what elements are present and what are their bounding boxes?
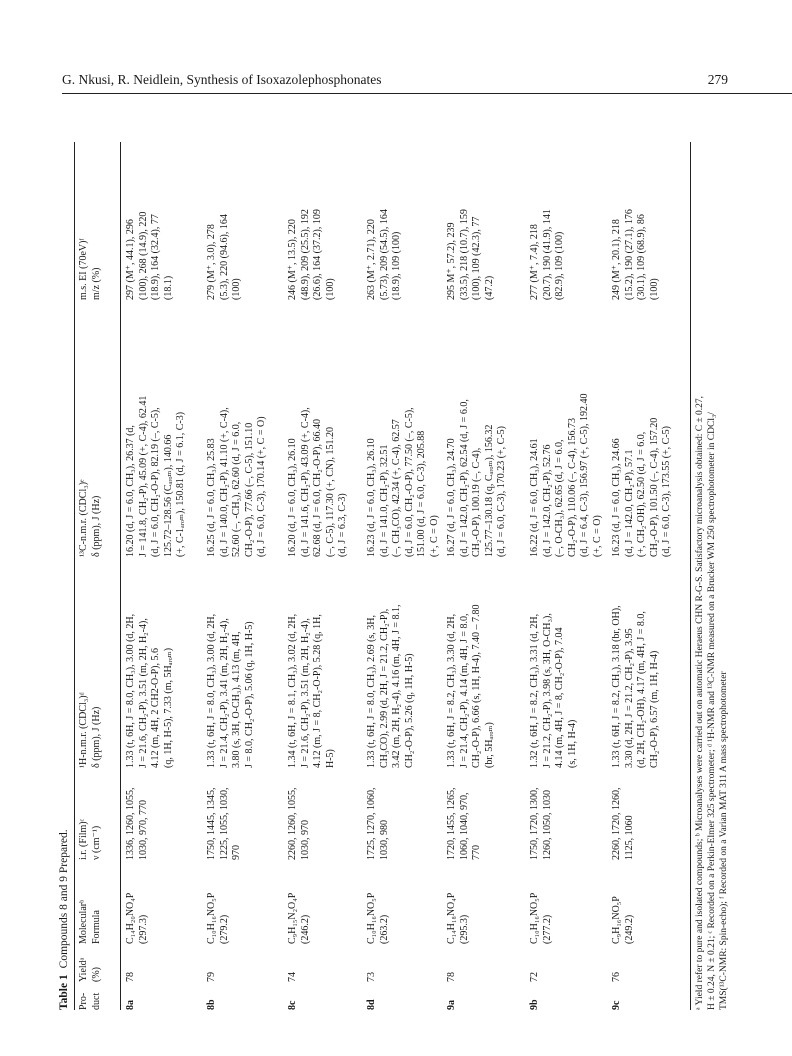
text-line: (297.3) [137,914,149,944]
text-line: (d, J = 6.0, C-3), 170.14 (+, C = O) [256,416,267,557]
text-line: (249.2) [623,914,635,944]
text-line: CH₂-O-P), 110.06 (–, C-4), 156.73 [566,418,578,557]
text-line: 1336, 1260, 1055, [125,787,136,860]
text-line: J = 141.8, CH₂-P), 45.09 (+, C-4), 62.41 [137,395,149,557]
text-line: CH₂-O-P), 6.66 (s, 1H, H-4), 7.40 – 7.80 [471,604,482,768]
text-line: 1225, 1055, 1030, [218,787,230,860]
ms-data [287,209,337,300]
column-yield-header [78,958,103,982]
text-line: 3.42 (m, 2H, H₂-4), 4.16 (m, 4H, J = 8.1, [391,604,402,768]
text-line: (br, 5Hₐᵣₒₘ) [483,722,495,768]
h-nmr-data [446,605,496,768]
c-nmr-data [529,394,604,558]
text-line: 4.12 (m, 4H, 2 CH2-O-P), 5.6 [150,648,161,768]
h-nmr-data [366,604,416,768]
ms-data [125,212,175,300]
text-line: C₉H₁₆NO₅P [611,896,622,944]
text-line: (d, J = 6.0, CH₂-O-P), 77.50 (–, C-5), [403,407,415,557]
text-line: 16.20 (d, J = 6.0, CH₃), 26.37 (d, [125,425,136,557]
ir-bands [366,788,391,861]
product-id: 9c [611,1000,622,1010]
text-line: 770 [471,845,482,860]
text-line: Yieldᵃ [78,957,89,982]
product-id: 9b [529,999,540,1010]
text-line: 16.23 (d, J = 6.0, CH₃), 26.10 [366,438,377,557]
text-line: (26.6), 164 (37.2), 109 [312,209,323,300]
text-line: δ (ppm), J (Hz) [90,495,102,557]
text-line: 16.22 (d, J = 6.0, CH₃), 24.61 [529,438,540,557]
yield-value: 73 [366,972,377,982]
text-line: ¹³C-n.m.r. (CDCl₃)ᵉ [78,479,89,557]
h-nmr-data [529,613,579,768]
table-caption-text: Compounds 8 and 9 Prepared. [58,829,70,969]
text-line: (–, CH₃CO), 42.34 (+, C-4), 62.57 [391,419,402,557]
c-nmr-data [287,407,350,557]
text-line: (33.5), 218 (10.7), 159 [458,209,470,300]
table-footnotes [694,142,730,1010]
text-line: ¹H-n.m.r. (CDCl₃)ᵈ [78,692,89,768]
text-line: (100) [648,278,660,300]
text-line: (d, J = 6.4, C-3), 156.97 (+, C-5), 192.40 [579,393,590,557]
text-line: 279 (M⁺, 3.0), 278 [206,224,217,300]
running-title: G. Nkusi, R. Neidlein, Synthesis of Isoxazolephosphonates [62,72,382,87]
text-line: (+, C = O) [428,515,440,557]
text-line: 1060, 1040, 970, [458,792,470,860]
text-line: (20.7), 190 (41.9), 141 [541,209,553,300]
yield-value: 76 [611,972,622,982]
text-line: CH₂-O-P), 77.66 (–, C-5), 151.10 [243,422,255,557]
text-line: C₁₄H₂₀NO₄P [125,892,136,944]
product-id: 8c [287,1000,298,1010]
text-line: m/z (%) [90,267,102,300]
table-caption [58,829,70,1010]
header-rule [62,93,792,94]
text-line: 1125, 1060 [623,815,635,860]
table-bottom-rule [690,142,691,1010]
text-line: (q, 1H, H-5), 7.33 (m, 5Hₐᵣₒₘ) [162,647,174,768]
text-line: TMS(¹³C-NMR: Spin-echo); ᶠ Recorded on a Varian MAT 311 A mass spectrophotometer [719,671,729,1010]
text-line: (82.9), 109 (100) [554,231,565,300]
text-line: (d, J = 142.0, CH₂-P), 52.76 [541,444,553,557]
text-line: 1030, 970 [299,820,311,860]
text-line: 1720, 1455, 1265, [446,787,457,860]
text-line: C₁₀H₁₆NO₅P [529,892,540,944]
table-header-rule [120,142,121,1010]
text-line: 16.23 (d, J = 6.0, CH₃), 24.66 [611,438,622,557]
yield-value: 79 [206,972,217,982]
text-line: (d, J = 142.0, CH₂-P), 62.54 (d, J = 6.0, [458,399,470,557]
c-nmr-data [366,407,441,557]
ir-bands [529,788,554,861]
running-header [62,72,728,94]
c-nmr-data [446,399,509,557]
text-line: (–, O-CH₃), 62.65 (d, J = 6.0, [554,439,565,557]
text-line: m.s. EI (70eV)ᶠ [78,238,89,300]
text-line: 125.77–130.18 (q, Cₐᵣₒₘ), 156.32 [483,424,495,557]
text-line: CH₂-O-P), 100.19 (–, C-4), [471,447,482,557]
text-line: H-5) [324,749,336,768]
text-line: 1.33 (t, 6H, J = 8.0, CH₃), 3.00 (d, 2H, [125,613,136,768]
molecular-formula [529,893,554,944]
text-line: (+, C-1ₐᵣₒₘ), 150.81 (d, J = 6.1, C-3) [175,411,186,557]
text-line: CH₂-O-P), 101.50 (–, C-4), 157.20 [648,417,660,557]
text-line: J = 21.2, CH₂-P), 3.98 (s, 3H, O-CH₃), [541,613,553,768]
text-line: (d, J = 142.0, CH₂-P), 57.1 [623,449,635,557]
text-line: (47.2) [483,275,495,300]
text-line: 151.00 (d, J = 6.0, C-3), 205.88 [416,430,427,557]
text-line: J = 21.4, CH₂-P), 3.41 (m, 2H, H₂-4), [218,618,230,768]
text-line: Molecularᵇ [78,899,89,944]
text-line: 1030, 970, 770 [137,800,149,860]
molecular-formula [206,893,231,944]
text-line: H ± 0.24, N ± 0.21; ᶜ Recorded on a Perkin-Elmer 325 spectrometer; ᵈ ¹H-NMR and ¹³C-NMR measured on a Brucker WM 250 spectrophotometer in CDCl₃/ [707,412,717,1010]
text-line: 1030, 980 [378,820,390,860]
ir-bands [125,788,150,861]
ms-data [529,209,567,300]
text-line: (30.1), 109 (68.9), 86 [636,214,647,300]
text-line: 295 M⁺, 57.2), 239 [446,222,457,300]
text-line: (48.9), 209 (25.5), 192 [299,209,311,300]
c-nmr-data [125,396,188,557]
ms-data [446,209,496,300]
column-ms-header [78,238,103,300]
page-number: 279 [707,72,728,87]
text-line: (d, J = 141.6, CH₂-P), 43.09 (+, C-4), [299,407,311,557]
text-line: δ (ppm), J (Hz) [90,706,102,768]
text-line: CH₃CO), 2.99 (d, 2H, J = 21.2, CH₂-P), [378,608,390,768]
c-nmr-data [611,418,674,557]
text-line: (d, J = 6.3, C-3) [337,493,348,557]
text-line: 1725, 1270, 1060, [366,787,377,860]
text-line: (100) [231,278,242,300]
text-line: 297 (M⁺, 44.1), 296 [125,219,136,300]
text-line: C₁₀H₁₆NO₅P [206,892,217,944]
text-line: (d, J = 140.0, CH₂-P), 41.10 (+, C-4), [218,407,230,557]
table-label: Table 1 [58,974,70,1010]
text-line: C₉H₁₅N₂O₄P [287,892,298,944]
text-line: C₁₄H₁₈NO₄P [446,892,457,944]
text-line: (%) [90,967,102,982]
text-line: Pro- [78,992,89,1010]
text-line: 2260, 1720, 1260, [611,787,622,860]
text-line: (d, J = 6.0, C-3), 170.23 (+, C-5) [496,426,507,557]
text-line: (d, J = 6.0, C-3), 173.55 (+, C-5) [661,426,672,557]
text-line: 16.27 (d, J = 6.0, CH₃), 24.70 [446,438,457,557]
text-line: CH₂-O-P), 5.26 (q, 1H, H-5) [403,653,415,768]
yield-value: 74 [287,972,298,982]
text-line: 246 (M⁺, 13.5), 220 [287,219,298,300]
text-line: Formula [90,910,102,944]
text-line: (100), 109 (42.3), 77 [471,216,482,300]
text-line: J = 8.0, CH₂-O-P), 5.06 (q, 1H, H-5) [243,621,255,768]
text-line: 1.32 (t, 6H, J = 8.2, CH₃), 3.31 (d, 2H, [529,613,540,768]
text-line: (+, CH₂-OH), 62.50 (d, J = 6.0, [636,431,647,557]
text-line: (246.2) [299,914,311,944]
text-line: (100) [324,278,336,300]
ms-data [611,209,661,300]
column-c-nmr-header [78,479,103,557]
text-line: (277.2) [541,914,553,944]
text-line: (s, 1H, H-4) [566,719,578,768]
text-line: ᵃ Yield refer to pure and isolated compounds; ᵇ Microanalyses were carried out on automatic Heraeus CHN R-G-S. Satisfactory microanalysis obtained: C ± 0.27, [695,395,705,1010]
product-id: 8b [206,999,217,1010]
text-line: C₁₀H₁₆NO₅P [366,892,377,944]
h-nmr-data [206,614,256,768]
text-line: 1750, 1445, 1345, [206,787,217,860]
text-line: (100), 268 (14.9), 220 [137,211,149,300]
text-line: J = 21.6, CH₂-P), 3.51 (m, 2H, H₂-4), [299,618,311,768]
text-line: 3.80 (s, 3H, O-CH₃), 4.13 (m, 4H, [231,631,242,768]
text-line: 3.30 (d, 2H, J = 21.2, CH₂-P), 3.95 [623,628,635,768]
table-top-rule [74,142,75,1010]
text-line: (5.3), 220 (94.6), 164 [218,214,230,300]
ms-data [206,214,244,300]
text-line: 1750, 1720, 1300, [529,787,540,860]
text-line: (+, C = O) [591,515,603,557]
ir-bands [206,788,244,861]
text-line: (15.2), 190 (27.1), 176 [623,209,635,300]
text-line: i.r. (Film)ᶜ [78,818,89,860]
text-line: 1.33 (t, 6H, J = 8.2, CH₃), 3.18 (br, OH), [611,605,622,768]
rotated-table-page [58,105,729,1010]
molecular-formula [611,896,636,944]
text-line: 1260, 1050, 1030 [541,790,553,860]
c-nmr-data [206,407,269,557]
ms-data [366,209,404,300]
text-line: CH₂-O-P), 6.57 (m, 1H, H-4) [648,650,660,768]
h-nmr-data [287,614,337,768]
ir-bands [446,788,484,861]
product-id: 8a [125,1000,136,1010]
text-line: 1.33 (t, 6H, J = 8.2, CH₃), 3.30 (d, 2H, [446,613,457,768]
yield-value: 72 [529,972,540,982]
text-line: 4.14 (m, 4H, J = 8, CH₂-O-P), 7.04 [554,627,565,768]
text-line: 970 [231,845,242,860]
text-line: 263 (M⁺, 2.71), 220 [366,219,377,300]
text-line: 125.72–128.56 (Cₐᵣₒₘ), 140.66 [162,434,174,557]
text-line: 16.25 (d, J = 6.0, CH₃), 25.83 [206,438,217,557]
molecular-formula [125,893,150,944]
text-line: 277 (M⁺, 7.4), 218 [529,224,540,300]
text-line: (d, 2H, CH₂-OH), 4.17 (m, 4H, J = 8.0, [636,611,647,768]
text-line: 52.60 (–, -CH₃), 62.60 (d, J = 6.0, [231,421,242,557]
column-formula-header [78,900,103,944]
ir-bands [611,788,636,861]
text-line: 4.12 (m, J = 8, CH₂-O-P), 5.28 (q, 1H, [312,614,323,768]
molecular-formula [366,893,391,944]
h-nmr-data [125,614,175,768]
h-nmr-data [611,605,661,768]
column-h-nmr-header [78,692,103,768]
text-line: (18.9), 109 (100) [391,231,402,300]
text-line: (d, J = 141.0, CH₂-P), 32.51 [378,444,390,557]
text-line: 249 (M⁺, 20.1), 218 [611,219,622,300]
text-line: J = 21.4, CH₂-P), 4.14 (m, 4H, J = 8.0, [458,613,470,768]
text-line: J = 21.6, CH₂-P), 3.51 (m, 2H, H₂-4), [137,618,149,768]
text-line: (–, C-5), 117.30 (+, CN), 151.20 [324,427,336,557]
text-line: 16.20 (d, J = 6.0, CH₃), 26.10 [287,438,298,557]
molecular-formula [446,893,471,944]
yield-value: 78 [125,972,136,982]
column-ir-header [78,819,103,860]
text-line: (18.1) [162,275,174,300]
text-line: (18.9), 164 (32.4), 77 [150,214,161,300]
text-line: duct [90,992,102,1010]
product-id: 8d [366,999,377,1010]
text-line: (d, J = 6.0, CH₂-O-P), 82.19 (–, C-5), [150,407,161,557]
text-line: 2260, 1260, 1055, [287,787,298,860]
column-product-header [78,993,103,1010]
molecular-formula [287,893,312,944]
text-line: ν (cm⁻¹) [90,825,102,860]
text-line: (5.73), 209 (54.5), 164 [378,209,390,300]
yield-value: 78 [446,972,457,982]
text-line: (295.3) [458,914,470,944]
text-line: 62.68 (d, J = 6.0, CH₂-O-P), 66.40 [312,418,323,557]
ir-bands [287,788,312,861]
text-line: (263.2) [378,914,390,944]
text-line: (279.2) [218,914,230,944]
product-id: 9a [446,1000,457,1010]
text-line: 1.33 (t, 6H, J = 8.0, CH₃), 2.69 (s, 3H, [366,614,377,768]
text-line: 1.34 (t, 6H, J = 8.1, CH₃), 3.02 (d, 2H, [287,613,298,768]
text-line: 1.33 (t, 6H, J = 8.0, CH₃), 3.00 (d, 2H, [206,613,217,768]
